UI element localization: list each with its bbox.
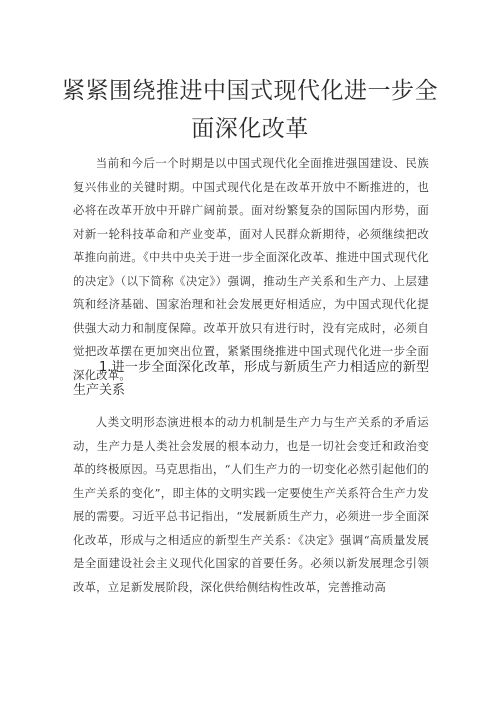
section-paragraph: 人类文明形态演进根本的动力机制是生产力与生产关系的矛盾运动，生产力是人类社会发展的根本动力，也是一切社会变迁和政治变革的终极原因。马克思指出，“人们生产力的一切变化必然引起他们的生产关系的变化”，即主体的文明实践一定要使生产关系符合生产力发展的需要。习近平总书记指出，“发展新质生产力，必须进一步全面深化改革，形成与之相适应的新型生产关系：《决定》强调“高质量发展是全面建设社会主义现代化国家的首要任务。必须以新发展理念引领改革，立足新发展阶段，深化供给侧结构性改革，完善推动高	[73, 415, 429, 594]
section-heading: 1.进一步全面深化改革，形成与新质生产力相适应的新型生产关系	[73, 360, 429, 398]
intro-paragraph: 当前和今后一个时期是以中国式现代化全面推进强国建设、民族复兴伟业的关键时期。中国式现代化是在改革开放中不断推进的，也必将在改革开放中开辟广阔前景。面对纷繁复杂的国际国内形势，面对新一轮科技革命和产业变革，面对人民群众新期待，必须继续把改革推向前进。《中共中央关于进一步全面深化改革、推进中国式现代化的决定》（以下简称《决定》）强调，推动生产关系和生产力、上层建筑和经济基础、国家治理和社会发展更好相适应，为中国式现代化提供强大动力和制度保障。改革开放只有进行时，没有完成时，必须自觉把改革摆在更加突出位置，紧紧围绕推进中国式现代化进一步全面深化改革。	[73, 156, 429, 382]
document-title: 紧紧围绕推进中国式现代化进一步全面深化改革	[62, 78, 438, 142]
